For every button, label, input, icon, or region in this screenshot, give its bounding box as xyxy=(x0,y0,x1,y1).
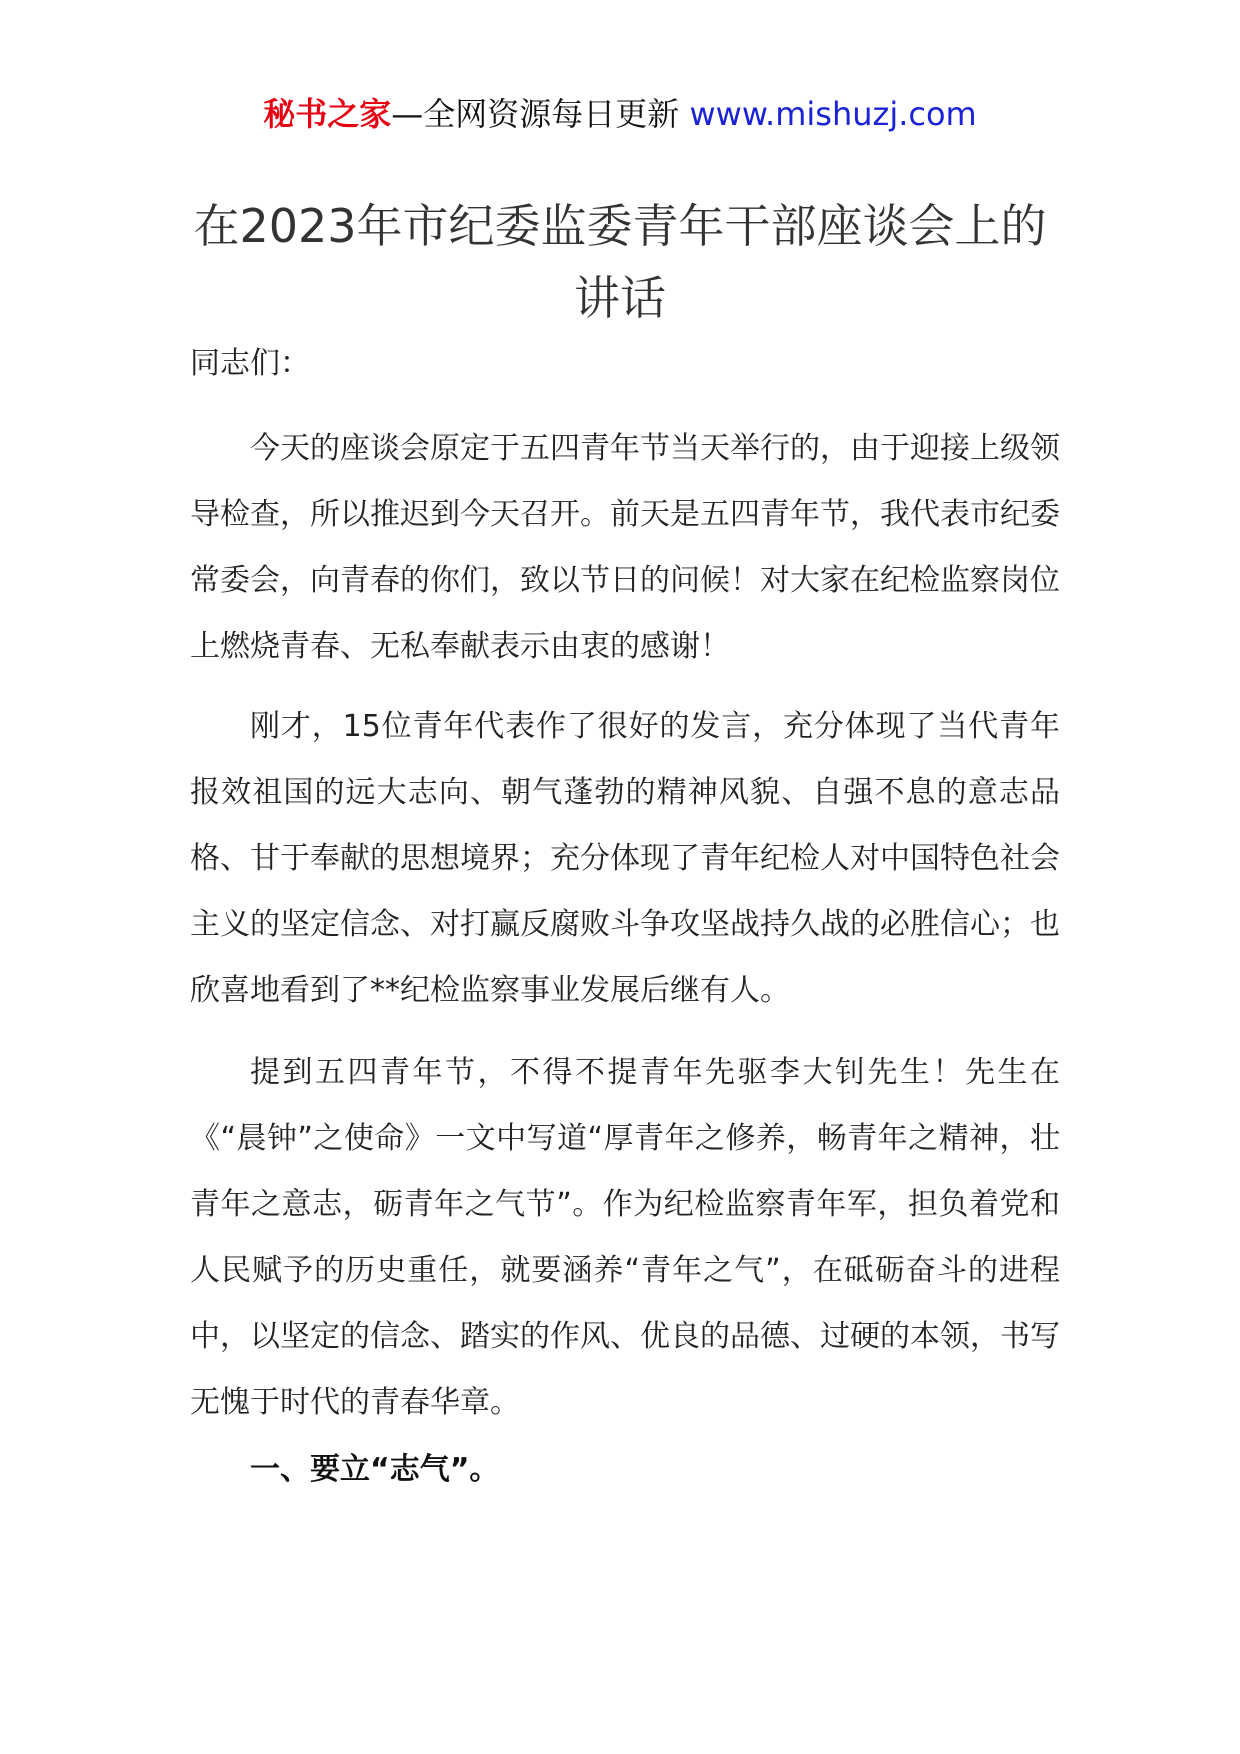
body-paragraph-1: 今天的座谈会原定于五四青年节当天举行的，由于迎接上级领导检查，所以推迟到今天召开。前天是五四青年节，我代表市纪委常委会，向青春的你们，致以节日的问候！对大家在纪检监察岗位上燃烧青春、无私奉献表示由衷的感谢！ xyxy=(190,431,1060,664)
document-title: 在2023年市纪委监委青年干部座谈会上的讲话 xyxy=(193,199,1047,325)
section-heading-1: 一、要立“志气”。 xyxy=(250,1452,500,1487)
site-slogan: —全网资源每日更新 xyxy=(391,95,680,133)
brand-name: 秘书之家 xyxy=(263,95,392,133)
body-paragraph-3: 提到五四青年节，不得不提青年先驱李大钊先生！先生在《“晨钟”之使命》一文中写道“厚青年之修养，畅青年之精神，壮青年之意志，砺青年之气节”。作为纪检监察青年军，担负着党和人民赋予的历史重任，就要涵养“青年之气”，在砥砺奋斗的进程中，以坚定的信念、踏实的作风、优良的品德、过硬的本领，书写无愧于时代的青春华章。 xyxy=(190,1055,1060,1420)
site-header xyxy=(0,92,1240,136)
site-url-link[interactable]: www.mishuzj.com xyxy=(689,95,977,133)
salutation: 同志们： xyxy=(190,346,310,381)
body-paragraph-2: 刚才，15位青年代表作了很好的发言，充分体现了当代青年报效祖国的远大志向、朝气蓬勃的精神风貌、自强不息的意志品格、甘于奉献的思想境界；充分体现了青年纪检人对中国特色社会主义的坚定信念、对打赢反腐败斗争攻坚战持久战的必胜信心；也欣喜地看到了**纪检监察事业发展后继有人。 xyxy=(190,709,1060,1008)
